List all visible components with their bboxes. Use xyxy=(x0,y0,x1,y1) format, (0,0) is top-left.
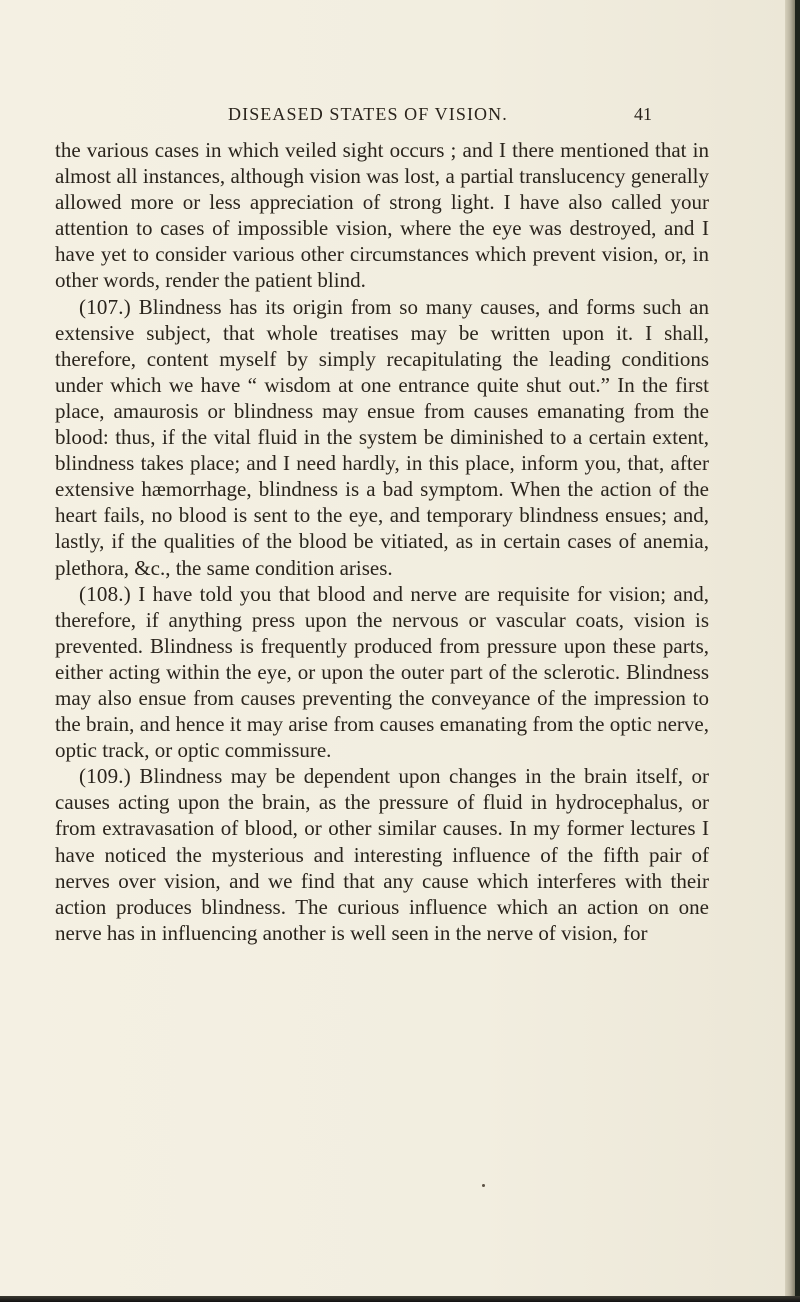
bottom-page-edge xyxy=(0,1296,800,1302)
paragraph-text: Blindness has its origin from so many causes, and forms such an extensive subject, that whole treatises may be written upon it. I shall, therefore, content myself by simply recapitulating the leading conditions under which we have “ wisdom at one entrance quite shut out.” In the first place, amaurosis or blindness may ensue from causes emanating from the blood: thus, if the vital fluid in the system be diminished to a certain extent, blindness takes place; and I need hardly, in this place, inform you, that, after extensive hæmorrhage, blindness is a bad symptom. When the action of the heart fails, no blood is sent to the eye, and temporary blindness ensues; and, lastly, if the qualities of the blood be vitiated, as in certain cases of anemia, plethora, &c., the same condition arises. xyxy=(55,294,709,580)
paragraph-continuation xyxy=(55,137,709,294)
paragraph-108 xyxy=(55,581,709,764)
running-head: DISEASED STATES OF VISION. xyxy=(228,104,508,124)
binding-edge xyxy=(795,0,800,1302)
page-number: 41 xyxy=(634,104,652,124)
paragraph-text: Blindness may be dependent upon changes in the brain itself, or causes acting upon the brain, as the pressure of fluid in hydrocephalus, or from extravasation of blood, or other similar causes. In my former lectures I have noticed the mysterious and interesting influence of the fifth pair of nerves over vision, and we find that any cause which interferes with their action produces blindness. The curious influence which an action on one nerve has in influencing another is well seen in the nerve of vision, for xyxy=(55,764,709,945)
page-header xyxy=(140,104,660,128)
paragraph-number: (109.) xyxy=(79,764,131,789)
paragraph-text: the various cases in which veiled sight occurs ; and I there mentioned that in almost all instances, although vision was lost, a partial translucency generally allowed more or less appreciation of strong light. I have also called your attention to cases of impossible vision, where the eye was destroyed, and I have yet to consider various other circumstances which prevent vision, or, in other words, render the patient blind. xyxy=(55,138,709,293)
print-speck xyxy=(482,1184,485,1187)
paragraph-109 xyxy=(55,763,709,946)
paragraph-number: (107.) xyxy=(79,294,131,319)
paragraph-text: I have told you that blood and nerve are requisite for vision; and, therefore, if anything press upon the nervous or vascular coats, vision is prevented. Blindness is frequently produced from pressure upon these parts, either acting within the eye, or upon the outer part of the sclerotic. Blindness may also ensue from causes preventing the conveyance of the impression to the brain, and hence it may arise from causes emanating from the optic nerve, optic track, or optic commissure. xyxy=(55,581,709,763)
paragraph-number: (108.) xyxy=(79,581,131,606)
paragraph-107 xyxy=(55,294,709,581)
body-text xyxy=(55,137,709,946)
